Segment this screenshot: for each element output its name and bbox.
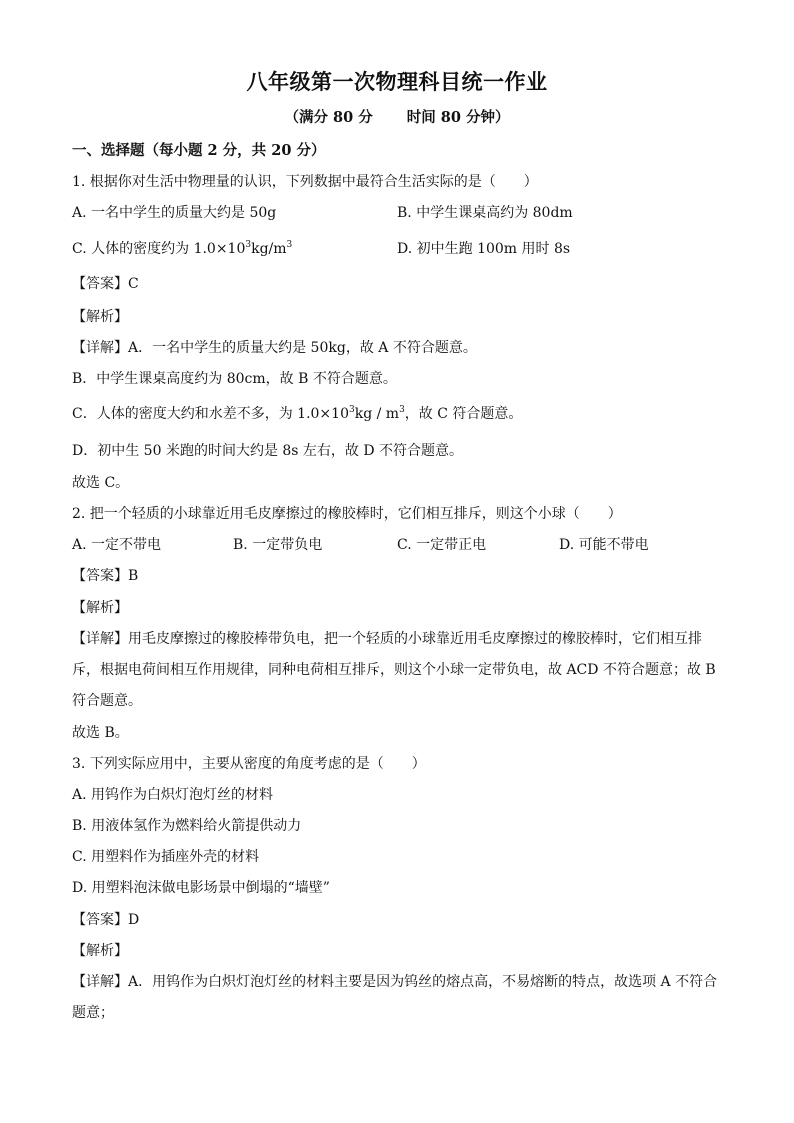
- question-2-answer: 【答案】B: [72, 568, 139, 584]
- question-2-detail-2: 斥，根据电荷间相互作用规律，同种电荷相互排斥，则这个小球一定带负电，故 ACD 不符合题意；故 B: [72, 662, 716, 678]
- question-3-option-a: A. 用钨作为白炽灯泡灯丝的材料: [72, 787, 274, 803]
- question-2-analysis: 【解析】: [72, 600, 128, 616]
- question-3-answer: 【答案】D: [72, 912, 140, 928]
- question-2-detail-1: 【详解】用毛皮摩擦过的橡胶棒带负电，把一个轻质的小球靠近用毛皮摩擦过的橡胶棒时，它们相互排: [72, 631, 702, 647]
- question-1-option-b: B. 中学生课桌高约为 80dm: [397, 205, 573, 221]
- question-3-detail-2: 题意；: [72, 1005, 114, 1021]
- question-2-option-c: C. 一定带正电: [397, 537, 487, 553]
- question-1-detail-b: B．中学生课桌高度约为 80cm，故 B 不符合题意。: [72, 371, 397, 387]
- full-score: （满分 80 分: [284, 109, 373, 126]
- question-1-option-c: C. 人体的密度约为 $1.0\times 10^3kg/m^3$: [72, 240, 293, 257]
- question-1-stem: 1. 根据你对生活中物理量的认识，下列数据中最符合生活实际的是（ ）: [72, 174, 538, 190]
- section-heading: 一、选择题（每小题 2 分，共 20 分）: [72, 142, 326, 159]
- question-1-choice: 故选 C。: [72, 475, 130, 491]
- question-2-detail-3: 符合题意。: [72, 693, 142, 709]
- page-subtitle: [0, 106, 794, 127]
- question-2-choice: 故选 B。: [72, 725, 129, 741]
- question-1-analysis: 【解析】: [72, 309, 128, 325]
- question-1-answer: 【答案】C: [72, 276, 139, 292]
- question-3-stem: 3. 下列实际应用中，主要从密度的角度考虑的是（ ）: [72, 756, 426, 772]
- page-title: 八年级第一次物理科目统一作业: [246, 69, 548, 94]
- question-2-option-b: B. 一定带负电: [233, 537, 323, 553]
- question-3-option-c: C. 用塑料作为插座外壳的材料: [72, 849, 260, 865]
- question-1-option-a: A. 一名中学生的质量大约是 50g: [72, 205, 277, 221]
- question-3-detail-1: 【详解】A．用钨作为白炽灯泡灯丝的材料主要是因为钨丝的熔点高，不易熔断的特点，故选项 A 不符合: [72, 974, 718, 990]
- question-1-detail-c: C．人体的密度大约和水差不多，为 $1.0\times 10^3kg / m^3$，故 C 符合题意。: [72, 405, 523, 422]
- question-1-detail-d: D．初中生 50 米跑的时间大约是 8s 左右，故 D 不符合题意。: [72, 443, 464, 459]
- question-3-option-d: D. 用塑料泡沫做电影场景中倒塌的“墙壁”: [72, 880, 330, 896]
- question-2-option-d: D. 可能不带电: [559, 537, 649, 553]
- time-limit: 时间 80 分钟）: [406, 109, 510, 126]
- question-1-option-d: D. 初中生跑 100m 用时 8s: [397, 241, 571, 257]
- question-1-detail-a: 【详解】A．一名中学生的质量大约是 50kg，故 A 不符合题意。: [72, 340, 477, 356]
- question-2-stem: 2. 把一个轻质的小球靠近用毛皮摩擦过的橡胶棒时，它们相互排斥，则这个小球（ ）: [72, 506, 622, 522]
- question-3-option-b: B. 用液体氢作为燃料给火箭提供动力: [72, 818, 302, 834]
- question-3-analysis: 【解析】: [72, 943, 128, 959]
- question-2-option-a: A. 一定不带电: [72, 537, 162, 553]
